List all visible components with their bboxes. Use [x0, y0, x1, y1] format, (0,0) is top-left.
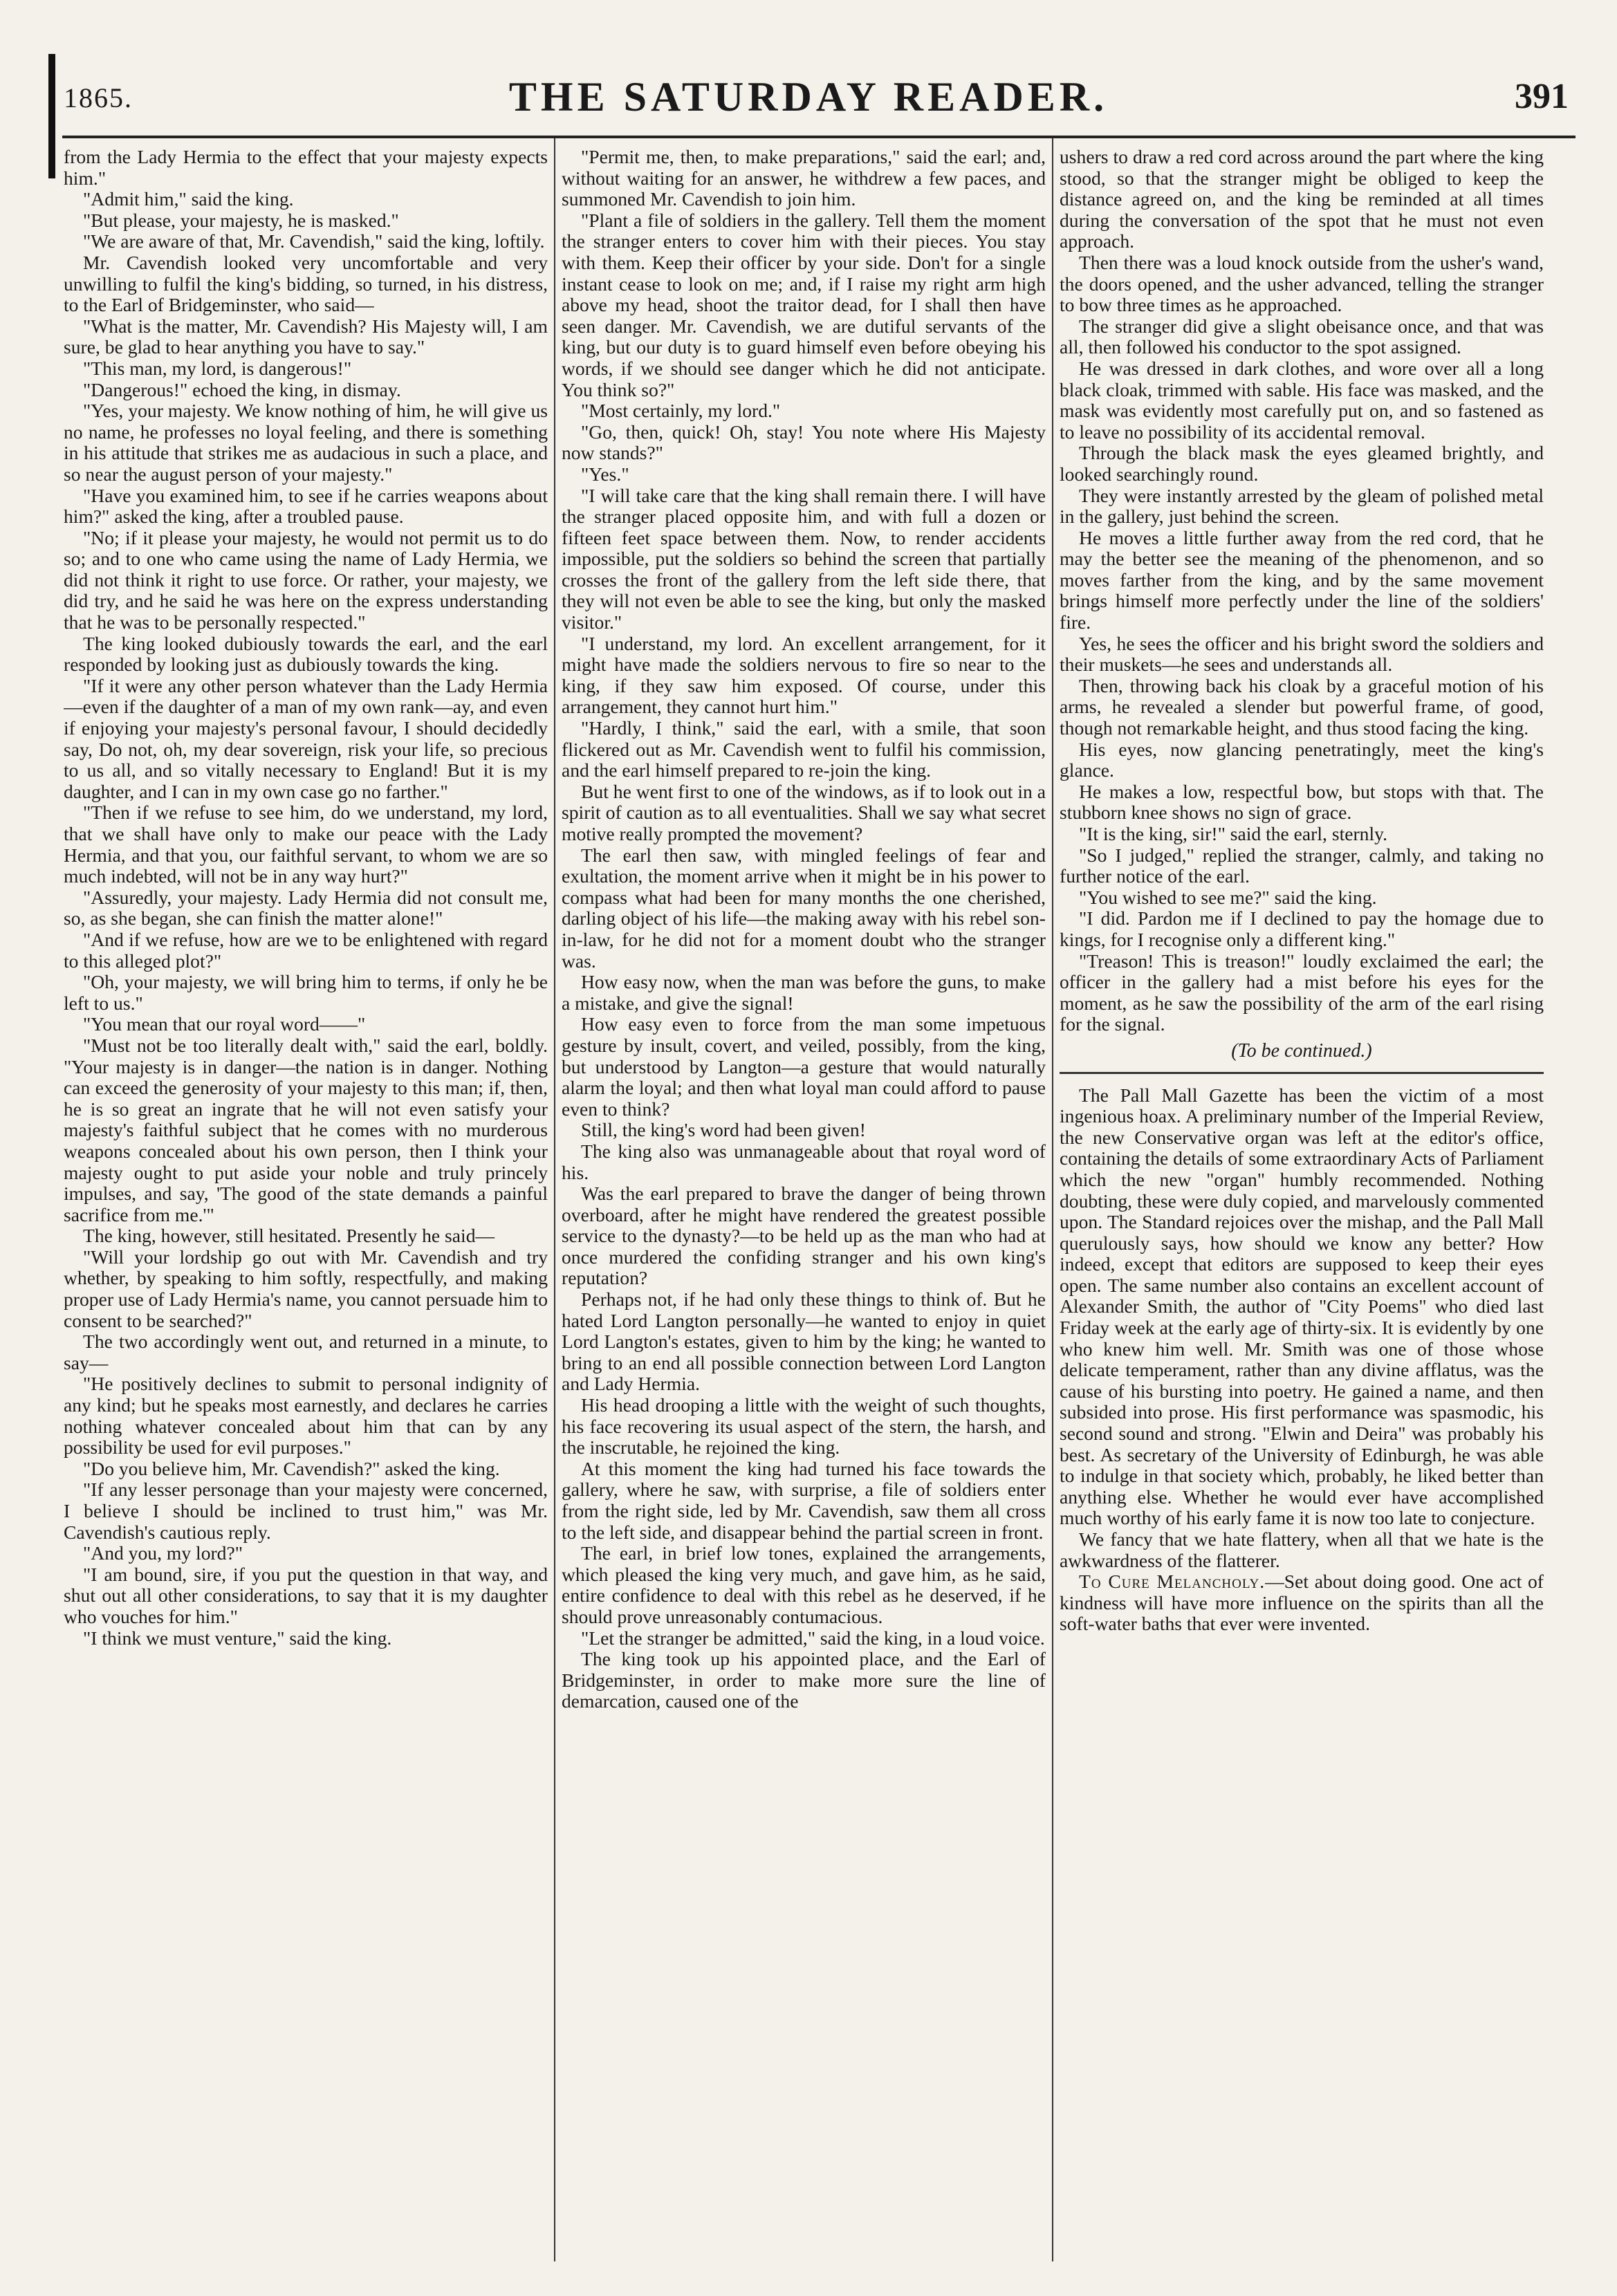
- paragraph: "If it were any other person whatever than the Lady Hermia—even if the daughter of a man of my own rank—ay, and even if enjoying your majesty's personal favour, I should decidedly say, Do not, oh, my dear sovereign, risk your life, so precious to us all, and so vitally necessary to England! But it is my daughter, and I can in my own case go no farther.": [64, 674, 548, 802]
- paragraph: "What is the matter, Mr. Cavendish? His Majesty will, I am sure, be glad to hear anything you have to say.": [64, 315, 548, 358]
- paragraph: "I did. Pardon me if I declined to pay the homage due to kings, for I recognise only a different king.": [1060, 907, 1544, 950]
- paragraph: The king looked dubiously towards the earl, and the earl responded by looking just as dubiously towards the king.: [64, 632, 548, 676]
- paragraph: "And if we refuse, how are we to be enlightened with regard to this alleged plot?": [64, 928, 548, 972]
- paragraph: Perhaps not, if he had only these things to think of. But he hated Lord Langton personally—he wanted to enjoy in quiet Lord Langton's estates, given to him by the king; he wanted to bring to an end all possible connection between Lord Langton and Lady Hermia.: [562, 1288, 1046, 1395]
- paragraph: "So I judged," replied the stranger, calmly, and taking no further notice of the earl.: [1060, 844, 1544, 887]
- paragraph: from the Lady Hermia to the effect that your majesty expects him.": [64, 147, 548, 189]
- paragraph: "He positively declines to submit to personal indignity of any kind; but he speaks most earnestly, and declares he carries nothing whatever concealed about him that can by any possibility be used for evil purposes.": [64, 1373, 548, 1459]
- paragraph: At this moment the king had turned his face towards the gallery, where he saw, with surprise, a file of soldiers enter from the right side, led by Mr. Cavendish, saw them all cross to the left side, and disappear behind the partial screen in front.: [562, 1457, 1046, 1543]
- paragraph: The two accordingly went out, and returned in a minute, to say—: [64, 1331, 548, 1373]
- paragraph: How easy even to force from the man some impetuous gesture by insult, covert, and veiled, possibly, from the king, but understood by Langton—a gesture that would naturally alarm the loyal; and then what loyal man could afford to pause even to think?: [562, 1013, 1046, 1120]
- paragraph: His eyes, now glancing penetratingly, meet the king's glance.: [1060, 738, 1544, 781]
- paragraph: "Let the stranger be admitted," said the king, in a loud voice.: [581, 1627, 1045, 1649]
- column-1: [64, 147, 548, 2263]
- paragraph: "It is the king, sir!" said the earl, sternly.: [1079, 823, 1388, 844]
- column-2: [562, 147, 1046, 2263]
- paragraph: His head drooping a little with the weight of such thoughts, his face recovering its usual aspect of the stern, the harsh, and the inscrutable, he rejoined the king.: [562, 1394, 1046, 1459]
- paragraph: The king took up his appointed place, and the Earl of Bridgeminster, in order to make more sure the line of demarcation, caused one of the: [562, 1648, 1046, 1712]
- paragraph: How easy now, when the man was before the guns, to make a mistake, and give the signal!: [562, 971, 1046, 1014]
- column-divider: [554, 138, 555, 2261]
- news-notes: [1060, 1085, 1544, 1572]
- paragraph: "Dangerous!" echoed the king, in dismay.: [83, 378, 401, 400]
- story-continuation: [1060, 147, 1544, 1035]
- paragraph: "Then if we refuse to see him, do we understand, my lord, that we shall have only to make our peace with the Lady Hermia, and that you, our faithful servant, to whom we are so much indebted, will not be in any way hurt?": [64, 802, 548, 887]
- column-divider: [1052, 138, 1053, 2261]
- paragraph: The king also was unmanageable about that royal word of his.: [562, 1140, 1046, 1183]
- masthead-title: THE SATURDAY READER.: [508, 74, 1109, 120]
- paragraph: "Will your lordship go out with Mr. Cavendish and try whether, by speaking to him softly, respectfully, and making proper use of Lady Hermia's name, you cannot persuade him to consent to be searched?": [64, 1246, 548, 1331]
- paragraph: "Must not be too literally dealt with," said the earl, boldly. "Your majesty is in danger—the nation is in danger. Nothing can exceed the generosity of your majesty to this man; if, then, he is so great an ingrate that he will not even satisfy your majesty's faithful subject that he comes with no murderous weapons concealed about his own person, then I think your majesty ought to put aside your noble and truly princely impulses, and say, 'The good of the state demands a painful sacrifice from me.'": [64, 1034, 548, 1225]
- paragraph: "Most certainly, my lord.": [581, 400, 781, 422]
- paragraph: Mr. Cavendish looked very uncomfortable and very unwilling to fulfil the king's bidding, so turned, in his distress, to the Earl of Bridgeminster, who said—: [64, 251, 548, 316]
- paragraph: Yes, he sees the officer and his bright sword the soldiers and their muskets—he sees and understands all.: [1060, 632, 1544, 676]
- paragraph: "You mean that our royal word——": [83, 1013, 366, 1035]
- paragraph: "If any lesser personage than your majesty were concerned, I believe I should be inclined to trust him," was Mr. Cavendish's cautious reply.: [64, 1479, 548, 1543]
- header-rule: [62, 136, 1576, 138]
- paragraph: "Hardly, I think," said the earl, with a smile, that soon flickered out as Mr. Cavendish went to fulfil his commission, and the earl himself prepared to re-join the king.: [562, 717, 1046, 781]
- paragraph: The earl then saw, with mingled feelings of fear and exultation, the moment arrive when it might be in his power to compass what had been for many months the one cherished, darling object of his life—the making away with his rebel son-in-law, for he did not for a moment doubt who the stranger was.: [562, 844, 1046, 972]
- paragraph: "This man, my lord, is dangerous!": [83, 357, 352, 379]
- paragraph: He makes a low, respectful bow, but stops with that. The stubborn knee shows no sign of grace.: [1060, 780, 1544, 824]
- paragraph: We fancy that we hate flattery, when all that we hate is the awkwardness of the flatterer.: [1060, 1528, 1544, 1571]
- section-separator: [1060, 1072, 1544, 1074]
- paragraph: Was the earl prepared to brave the danger of being thrown overboard, after he might have rendered the greatest possible service to the dynasty?—to be held up as the man who had at once murdered the confiding stranger and his own king's reputation?: [562, 1183, 1046, 1289]
- final-note: [1060, 1571, 1544, 1635]
- paragraph: "Admit him," said the king.: [83, 188, 294, 210]
- paragraph: "Do you believe him, Mr. Cavendish?" asked the king.: [83, 1457, 500, 1479]
- paragraph: "I will take care that the king shall remain there. I will have the stranger placed opposite him, and with full a dozen or fifteen feet space between them. Now, to render accidents impossible, put the soldiers so behind the screen that partially crosses the front of the gallery from the left side there, that they will not even be able to see the king, but only the masked visitor.": [562, 484, 1046, 633]
- paragraph: "You wished to see me?" said the king.: [1079, 886, 1377, 908]
- paragraph: "Permit me, then, to make preparations," said the earl; and, without waiting for an answer, he withdrew a few paces, and summoned Mr. Cavendish to join him.: [562, 147, 1046, 210]
- paragraph: "I understand, my lord. An excellent arrangement, for it might have made the soldiers nervous to fire so near to the king, if they saw him exposed. Of course, under this arrangement, they cannot hurt him.": [562, 632, 1046, 718]
- paragraph: "I think we must venture," said the king.: [83, 1627, 392, 1649]
- paragraph: Still, the king's word had been given!: [581, 1119, 866, 1141]
- to-be-continued: (To be continued.): [1231, 1039, 1372, 1062]
- paragraph: The king, however, still hesitated. Presently he said—: [83, 1225, 495, 1247]
- paragraph: "We are aware of that, Mr. Cavendish," said the king, loftily.: [83, 230, 545, 252]
- paragraph: "I am bound, sire, if you put the question in that way, and shut out all other considerations, to say that it is my daughter who vouches for him.": [64, 1563, 548, 1627]
- paragraph: "No; if it please your majesty, he would not permit us to do so; and to one who came using the name of Lady Hermia, we did not think it right to use force. Or rather, your majesty, we did try, and he said he was here on the express understanding that he was to be personally respected.": [64, 526, 548, 633]
- final-note-heading: To Cure Melancholy.: [1079, 1571, 1266, 1593]
- paragraph: The stranger did give a slight obeisance once, and that was all, then followed his conductor to the spot assigned.: [1060, 315, 1544, 358]
- column-3: [1060, 147, 1544, 2263]
- paragraph: "Go, then, quick! Oh, stay! You note where His Majesty now stands?": [562, 420, 1046, 464]
- paragraph: Through the black mask the eyes gleamed brightly, and looked searchingly round.: [1060, 442, 1544, 485]
- header-year: 1865.: [64, 82, 133, 113]
- paragraph: But he went first to one of the windows, as if to look out in a spirit of caution as to all eventualities. Shall we say what secret motive really prompted the movement?: [562, 780, 1046, 844]
- paragraph: "Plant a file of soldiers in the gallery. Tell them the moment the stranger enters to cover him with their pieces. You stay with them. Keep their officer by your side. Don't for a single instant cease to look on me; and, if I raise my right arm high above my head, shoot the traitor dead, for I shall then have seen danger. Mr. Cavendish, we are dutiful servants of the king, but our duty is to guard himself even before obeying his words, if we should see danger which he did not anticipate. You think so?": [562, 209, 1046, 400]
- page-number: 391: [1515, 77, 1569, 116]
- paragraph: "Oh, your majesty, we will bring him to terms, if only he be left to us.": [64, 971, 548, 1014]
- paragraph: He was dressed in dark clothes, and wore over all a long black cloak, trimmed with sable. His face was masked, and the mask was evidently most carefully put on, and so fastened as to leave no possibility of its accidental removal.: [1060, 357, 1544, 443]
- paragraph: "And you, my lord?": [83, 1542, 243, 1564]
- paragraph: "Yes, your majesty. We know nothing of him, he will give us no name, he professes no loyal feeling, and there is something in his attitude that strikes me as audacious in such a place, and so near the august person of your majesty.": [64, 400, 548, 485]
- paragraph: They were instantly arrested by the gleam of polished metal in the gallery, just behind the screen.: [1060, 484, 1544, 528]
- paragraph: "Yes.": [581, 463, 629, 485]
- paragraph: "But please, your majesty, he is masked.": [83, 209, 399, 231]
- final-note-text: —Set about doing good. One act of kindness will have more influence on the spirits than all the soft-water baths that ever were invented.: [1060, 1571, 1544, 1635]
- paragraph: "Assuredly, your majesty. Lady Hermia did not consult me, so, as she began, she can finish the matter alone!": [64, 886, 548, 929]
- paragraph: "Treason! This is treason!" loudly exclaimed the earl; the officer in the gallery had a mist before his eyes for the moment, as he saw the possibility of the arm of the earl rising for the signal.: [1060, 950, 1544, 1035]
- paragraph: The Pall Mall Gazette has been the victim of a most ingenious hoax. A preliminary number of the Imperial Review, the new Conservative organ was left at the editor's office, containing the details of some extraordinary Acts of Parliament which the new "organ" humbly recommended. Nothing doubting, these were duly copied, and marvelously commented upon. The Standard rejoices over the mishap, and the Pall Mall querulously says, how should we know any better? How indeed, except that editors are supposed to keep their eyes open. The same number also contains an excellent account of Alexander Smith, the author of "City Poems" who died last Friday week at the early age of thirty-six. It is evidently by one who knew him well. Mr. Smith was one of those whose delicate temperament, rather than any divine afflatus, was the cause of his bursting into poetry. He gained a name, and then subsided into prose. His first performance was spasmodic, his second sound and strong. "Elwin and Deira" was probably his best. As secretary of the University of Edinburgh, he was able to indulge in that society which, probably, he liked better than anything else. Whether he would ever have accomplished much worthy of his early fame it is now too late to conjecture.: [1060, 1084, 1544, 1529]
- paragraph: Then, throwing back his cloak by a graceful motion of his arms, he revealed a slender but powerful frame, of good, though not remarkable height, and thus stood facing the king.: [1060, 674, 1544, 739]
- paragraph: Then there was a loud knock outside from the usher's wand, the doors opened, and the usher advanced, telling the stranger to bow three times as he approached.: [1060, 251, 1544, 316]
- paragraph: "Have you examined him, to see if he carries weapons about him?" asked the king, after a troubled pause.: [64, 484, 548, 528]
- paragraph: The earl, in brief low tones, explained the arrangements, which pleased the king very much, and gave him, as he said, entire confidence to deal with this rebel as he deserved, if he should prove unreasonably contumacious.: [562, 1542, 1046, 1627]
- paragraph: ushers to draw a red cord across around the part where the king stood, so that the stranger might be obliged to keep the distance agreed on, and the king be reminded at all times during the conversation of the spot that he must not even approach.: [1060, 147, 1544, 252]
- paragraph: He moves a little further away from the red cord, that he may the better see the meaning of the phenomenon, and so moves farther from the king, and by the same movement brings himself more perfectly under the line of the soldiers' fire.: [1060, 526, 1544, 633]
